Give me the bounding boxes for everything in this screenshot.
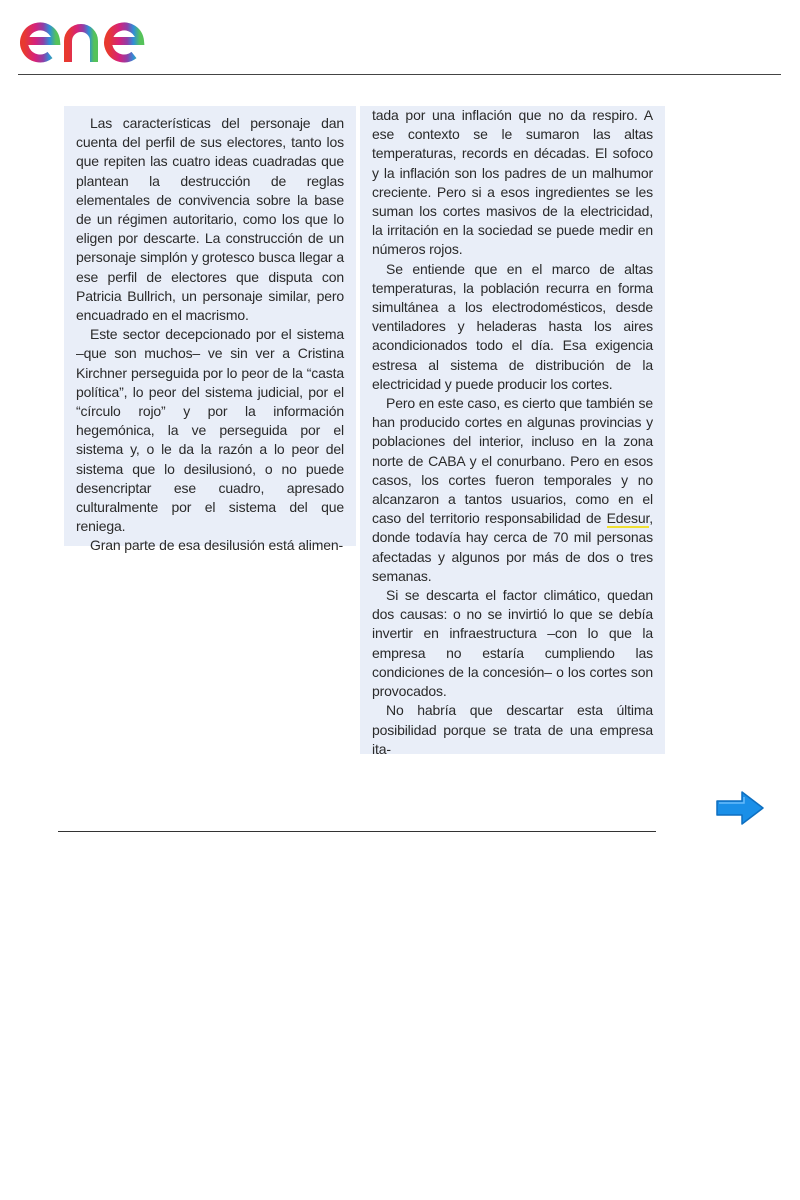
paragraph: tada por una inflación que no da respiro. A ese contexto se le sumaron las altas temperaturas, records en décadas. El sofoco y la inflación son los padres de un malhumor creciente. Pero si a esos ingredientes se les suman los cortes masivos de la electricidad, la irritación en la sociedad se puede medir en números rojos. [372, 107, 653, 258]
paragraph [372, 394, 653, 586]
enel-logo [16, 4, 184, 68]
paragraph: Las características del personaje dan cuenta del perfil de sus electores, tanto los que repiten las cuatro ideas cuadradas que plantean la destrucción de reglas elementales de convivencia sobre la base de un régimen autoritario, como los que lo eligen por descarte. La construcción de un personaje simplón y grotesco busca llegar a ese perfil de electores que disputa con Patricia Bullrich, un personaje similar, pero encuadrado en el macrismo. [76, 115, 344, 324]
footer-divider [58, 831, 656, 832]
header-divider [18, 74, 781, 75]
paragraph: No habría que descartar esta última posibilidad porque se trata de una empresa ita- [372, 702, 653, 757]
paragraph: Se entiende que en el marco de altas temperaturas, la población recurra en forma simultánea a los electrodomésticos, desde ventiladores y heladeras hasta los aires acondicionados todo el día. Esa exigencia estresa al sistema de distribución de la electricidad y puede producir los cortes. [372, 260, 653, 392]
paragraph-text: Pero en este caso, es cierto que también se han producido cortes en algunas provincias y poblaciones del interior, incluso en la zona norte de CABA y el conurbano. Pero en esos casos, los cortes fueron temporales y no alcanzaron a tantos usuarios, como en el caso del territorio responsabilidad de [372, 395, 653, 527]
article-column-right [360, 106, 665, 757]
paragraph: Gran parte de esa desilusión está alimen- [90, 537, 343, 554]
paragraph: Este sector decepcionado por el sistema –que son muchos– ve sin ver a Cristina Kirchner perseguida por lo peor de la “casta política”, lo peor del sistema judicial, por el “círculo rojo” y por la información hegemónica, la ve perseguida por el sistema y, o le da la razón a lo peor del sistema que lo desilusionó, o no puede desencriptar ese cuadro, apresado culturalmente por el sistema del que reniega. [76, 326, 344, 535]
arrow-right-icon[interactable] [714, 790, 766, 826]
article-column-left [64, 106, 356, 554]
paragraph: Si se descarta el factor climático, quedan dos causas: o no se invirtió lo que se debía invertir en infraestructura –con lo que la empresa no estaría cumpliendo las condiciones de la concesión– o los cortes son provocados. [372, 587, 653, 700]
paragraph-text: , donde todavía hay cerca de 70 mil personas afectadas y algunos por más de dos o tres semanas. [372, 510, 653, 584]
highlighted-word: Edesur [606, 510, 650, 527]
